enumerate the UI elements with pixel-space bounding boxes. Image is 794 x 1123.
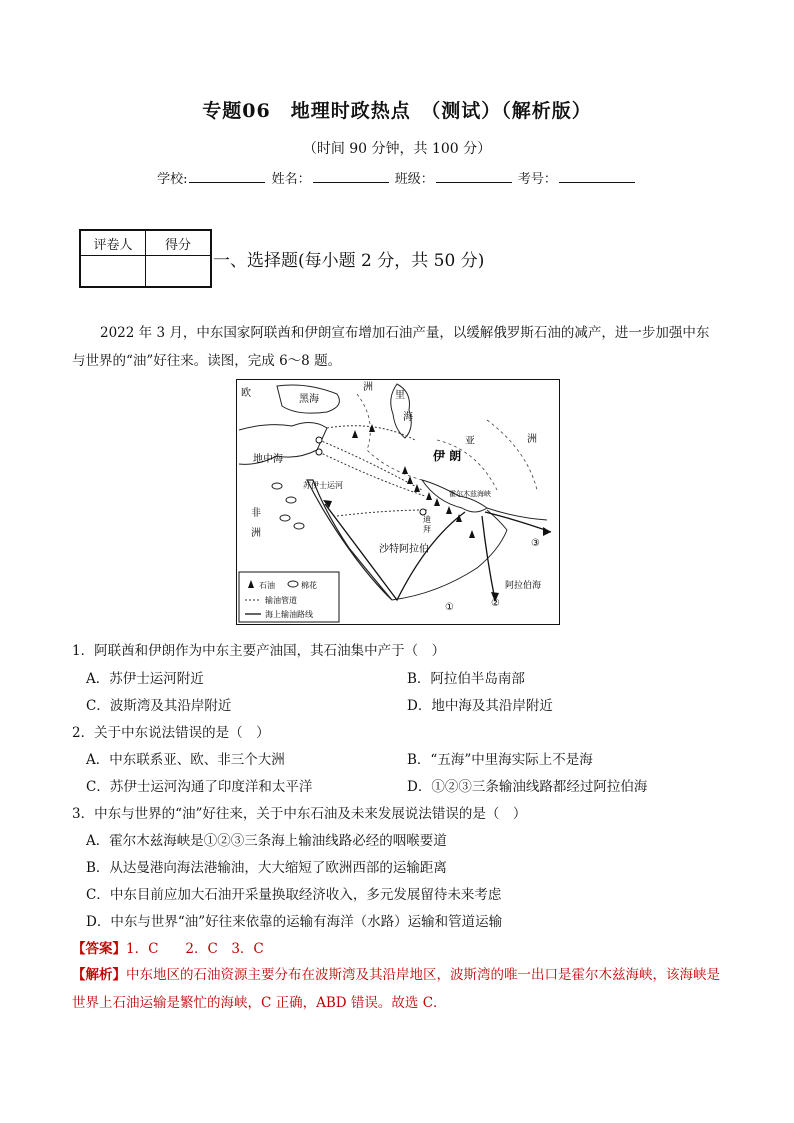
label-saudi: 沙特阿拉伯 — [379, 544, 429, 555]
label-arabian-sea: 阿拉伯海 — [505, 581, 542, 591]
question-1-stem: 1．阿联酋和伊朗作为中东主要产油国，其石油集中产于（ ） — [72, 643, 446, 659]
middle-east-oil-map — [236, 379, 560, 625]
port-marker — [316, 437, 322, 443]
sea-route-3 — [485, 512, 551, 532]
label-asia-1: 亚 — [465, 436, 475, 447]
analysis-tag: 【解析】 — [72, 967, 126, 983]
grader-header: 评卷人 — [80, 230, 146, 256]
route-arrow-3 — [543, 527, 551, 536]
q1-option-a[interactable]: A．苏伊士运河附近 — [86, 671, 204, 687]
label-caspian-1: 里 — [395, 390, 405, 401]
label-dubai-1: 迪 — [423, 515, 431, 524]
q2-option-c[interactable]: C．苏伊士运河沟通了印度洋和太平洋 — [86, 779, 313, 795]
name-blank[interactable] — [313, 170, 389, 183]
score-cell — [146, 256, 212, 288]
route-label-1: ① — [445, 602, 454, 613]
label-suez: 苏伊士运河 — [303, 481, 343, 490]
q1-option-c[interactable]: C．波斯湾及其沿岸附近 — [86, 698, 232, 714]
q3-option-a[interactable]: A．霍尔木兹海峡是①②③三条海上输油线路必经的咽喉要道 — [86, 833, 447, 849]
question-3-stem: 3．中东与世界的“油”好往来，关于中东石油及未来发展说法错误的是（ ） — [72, 806, 527, 822]
page-title: 专题06 地理时政热点 （测试）（解析版） — [202, 100, 592, 122]
section-title: 一、选择题(每小题 2 分，共 50 分) — [213, 251, 485, 271]
q2-option-d[interactable]: D．①②③三条输油线路都经过阿拉伯海 — [407, 779, 648, 795]
label-dubai-2: 拜 — [423, 525, 431, 534]
school-label: 学校: — [157, 172, 188, 187]
name-label: 姓名： — [271, 172, 311, 187]
answer-text: 1．C 2．C 3．C — [126, 941, 264, 957]
class-blank[interactable] — [436, 170, 512, 183]
q1-option-b[interactable]: B．阿拉伯半岛南部 — [407, 671, 525, 687]
legend-sea-route: 海上输油路线 — [265, 610, 313, 619]
student-info-fields — [0, 168, 794, 187]
q1-option-d[interactable]: D．地中海及其沿岸附近 — [407, 698, 553, 714]
school-blank[interactable] — [189, 170, 265, 183]
route-label-2: ② — [491, 598, 500, 609]
label-africa-2: 洲 — [251, 528, 261, 539]
class-label: 班级： — [394, 172, 434, 187]
question-intro: 2022 年 3 月，中东国家阿联酋和伊朗宣布增加石油产量，以缓解俄罗斯石油的减产，进一步加强中东与世界的“油”好往来。读图，完成 6～8 题。 — [72, 325, 710, 369]
grader-cell — [80, 256, 146, 288]
route-label-3: ③ — [531, 538, 540, 549]
oil-markers — [352, 424, 475, 538]
q2-option-b[interactable]: B．“五海”中里海实际上不是海 — [407, 752, 593, 768]
label-mediterranean: 地中海 — [253, 454, 283, 465]
answer-line — [72, 937, 264, 957]
exam-number-blank[interactable] — [559, 170, 635, 183]
analysis-text: 中东地区的石油资源主要分布在波斯湾及其沿岸地区，波斯湾的唯一出口是霍尔木兹海峡，该海峡是世界上石油运输是繁忙的海峡，C 正确，ABD 错误。故选 C． — [72, 967, 720, 1011]
exam-number-label: 考号： — [517, 172, 557, 187]
port-marker — [316, 449, 322, 455]
label-hormuz: 霍尔木兹海峡 — [449, 490, 491, 498]
label-black-sea: 黑海 — [299, 394, 319, 405]
q3-option-d[interactable]: D．中东与世界“油”好往来依靠的运输有海洋（水路）运输和管道运输 — [86, 914, 503, 930]
q3-option-b[interactable]: B．从达曼港向海法港输油，大大缩短了欧洲西部的运输距离 — [86, 860, 447, 876]
legend-oil: 石油 — [259, 581, 275, 590]
score-table — [79, 229, 212, 288]
legend-cotton: 棉花 — [301, 581, 317, 590]
cotton-markers — [272, 483, 304, 529]
label-africa-1: 非 — [251, 508, 261, 519]
exam-duration: （时间 90 分钟，共 100 分） — [302, 141, 492, 157]
question-2-stem: 2．关于中东说法错误的是（ ） — [72, 725, 270, 741]
label-iran: 伊 朗 — [433, 449, 462, 463]
pipeline-4 — [337, 510, 427, 516]
label-europe-zhou: 洲 — [363, 382, 373, 393]
label-europe: 欧 — [241, 388, 251, 399]
legend-pipeline: 输油管道 — [265, 596, 297, 605]
arabian-peninsula-coast — [392, 510, 507, 600]
q2-option-a[interactable]: A．中东联系亚、欧、非三个大洲 — [86, 752, 285, 768]
border-line — [357, 394, 537, 490]
answer-tag: 【答案】 — [72, 941, 126, 957]
analysis-block — [72, 961, 728, 1017]
label-asia-2: 洲 — [527, 434, 537, 445]
score-header: 得分 — [146, 230, 212, 256]
q3-option-c[interactable]: C．中东目前应加大石油开采量换取经济收入，多元发展留待未来考虑 — [86, 887, 502, 903]
label-caspian-2: 海 — [403, 412, 413, 423]
